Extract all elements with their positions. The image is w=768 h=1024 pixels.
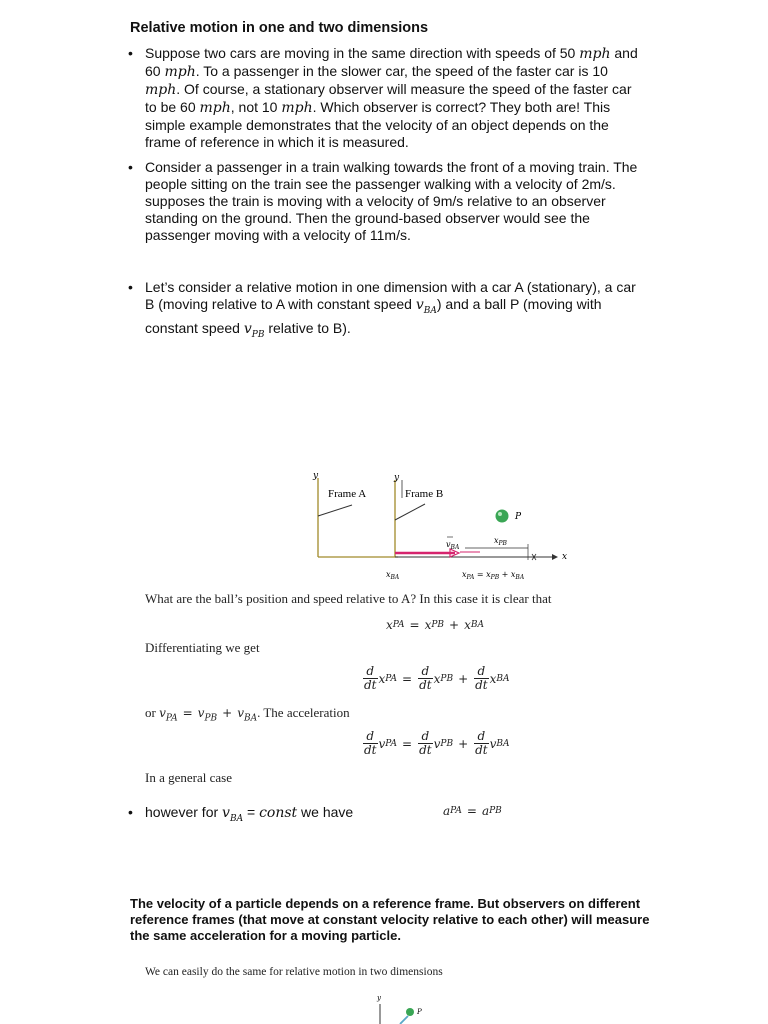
- x-axis-label: x: [562, 552, 568, 562]
- ball-label: P: [515, 512, 522, 522]
- bullet-dot: •: [128, 279, 133, 295]
- bullet-text: Consider a passenger in a train walking towards the front of a moving train. The people sitting on the train see the passenger walking with a velocity of 2m/s. supposes the train is moving with a velocity of 9m/s relative to an observer standing on the ground. Then the ground-based observer would see the passenger moving with a velocity of 11m/s.: [145, 159, 638, 243]
- figure2-y-label: y: [377, 994, 381, 1002]
- bullet-text: however for $v_{BA}$ = const we have: [145, 804, 354, 824]
- frame-a-label: Frame A: [328, 488, 367, 500]
- frame-a-observer: [318, 505, 352, 516]
- acceleration-equation: a PA = a PB: [443, 804, 502, 818]
- x-pb-label: $x_{PB}$: [494, 536, 507, 547]
- x-axis-arrowhead: [552, 554, 558, 560]
- x-ba-label: $x_{BA}$: [386, 570, 400, 581]
- figure2-vector: [400, 1016, 408, 1024]
- ball-highlight: [498, 512, 502, 516]
- figure2-ball: [406, 1008, 414, 1016]
- v-ba-label: $v_{BA}$: [446, 540, 460, 551]
- x-pa-relation-label: $x_{PA} = x_{PB} + x_{BA}$: [462, 570, 525, 581]
- differentiating-text: Differentiating we get: [145, 640, 260, 655]
- page-title: Relative motion in one and two dimensions: [130, 20, 429, 36]
- relative-motion-diagram: [300, 468, 580, 586]
- velocity-derivative-equation: $\frac{d}{dt}$ v PA = $\frac{d}{dt}$ v PB + $\frac{d}{dt}$ v BA: [364, 729, 510, 757]
- velocity-relation-text: or $v_{PA} = v_{PB} + v_{BA}$. The acceleration: [145, 705, 350, 724]
- bullet-dot: •: [128, 159, 133, 175]
- ball-p: [496, 510, 509, 523]
- bullet-dot: •: [128, 804, 133, 820]
- figure2-ball-label: P: [417, 1008, 422, 1016]
- bullet-one-dimension: [128, 279, 638, 344]
- frame-b-label: Frame B: [405, 488, 444, 500]
- bullet-constant-velocity: [128, 804, 428, 828]
- question-text: What are the ball’s position and speed relative to A? In this case it is clear that: [145, 591, 552, 606]
- frame-a-y-label: y: [313, 471, 319, 481]
- frame-b-observer: [395, 504, 425, 520]
- general-case-text: In a general case: [145, 770, 232, 785]
- bullet-text: Suppose two cars are moving in the same direction with speeds of 50 mph and 60 mph. To a passenger in the slower car, the speed of the faster car is 10 mph. Of course, a stationary observer will measure the speed of the faster car to be 60 mph, not 10 mph. Which observer is correct? They both are! This simple example demonstrates that the velocity of an object depends on the frame of reference in which it is measured.: [145, 45, 638, 150]
- bullet-cars: [128, 45, 638, 151]
- frame-b-y-label: y: [394, 473, 400, 483]
- two-dimension-text: We can easily do the same for relative motion in two dimensions: [145, 966, 443, 978]
- position-equation: x PA = x PB + x BA: [386, 618, 484, 632]
- conclusion-text: The velocity of a particle depends on a reference frame. But observers on different reference frames (that move at constant velocity relative to each other) will measure the same acceleration for a moving particle.: [130, 896, 650, 943]
- bullet-text: Let’s consider a relative motion in one dimension with a car A (stationary), a car B (moving relative to A with constant speed $v_{BA}$) and a ball P (moving with constant speed $v_{PB}$ relative to B).: [145, 279, 636, 340]
- two-dimension-diagram: [370, 990, 430, 1024]
- bullet-train: [128, 159, 638, 244]
- position-derivative-equation: $\frac{d}{dt}$ x PA = $\frac{d}{dt}$ x PB + $\frac{d}{dt}$ x BA: [364, 664, 510, 692]
- bullet-dot: •: [128, 45, 133, 61]
